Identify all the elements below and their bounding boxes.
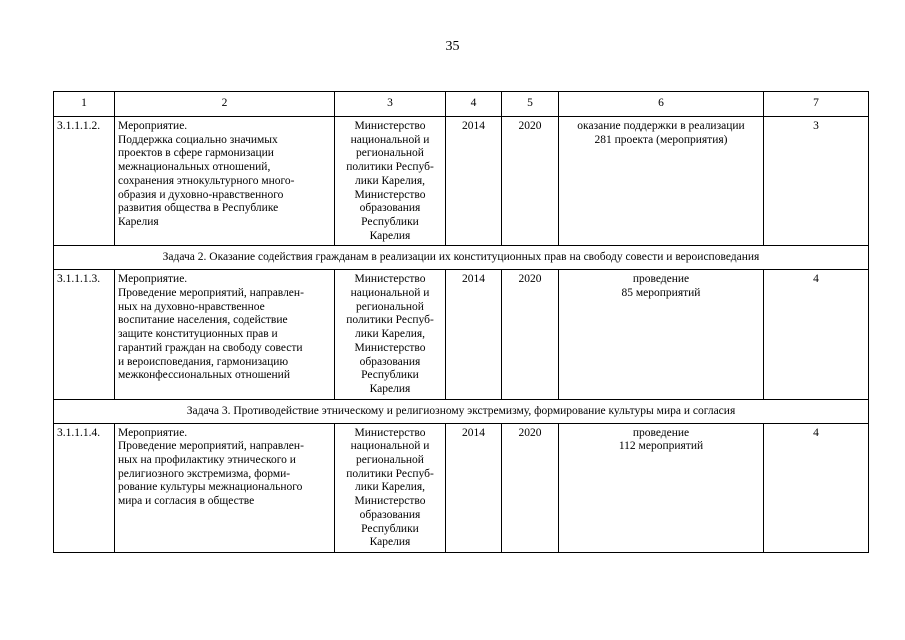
executor-line: Республики — [361, 215, 419, 228]
table-row — [54, 270, 869, 399]
result-line: проведение — [632, 273, 690, 286]
item-col7-value: 4 — [764, 270, 869, 399]
item-end-year: 2020 — [502, 423, 559, 552]
description-line: Мероприятие. — [118, 426, 188, 439]
result-line: 112 мероприятий — [618, 440, 704, 453]
item-col7-value: 4 — [764, 423, 869, 552]
description-line: межконфессиональных отношений — [118, 369, 290, 382]
executor-line: национальной и — [350, 287, 430, 300]
task-row — [54, 399, 869, 423]
header-cell-6: 6 — [559, 92, 764, 117]
executor-line: национальной и — [350, 133, 430, 146]
executor-line: региональной — [356, 300, 424, 313]
description-line: ных на профилактику этнического и — [118, 454, 296, 467]
executor-line: образования — [359, 355, 421, 368]
description-line: мира и согласия в обществе — [118, 495, 255, 508]
executor-line: Карелия — [369, 536, 411, 549]
description-line: гарантий граждан на свободу совести — [118, 341, 303, 354]
item-start-year: 2014 — [446, 117, 502, 246]
executor-line: политики Респуб- — [346, 467, 434, 480]
header-cell-5: 5 — [502, 92, 559, 117]
executor-line: лики Карелия, — [354, 481, 426, 494]
description-line: Проведение мероприятий, направлен- — [118, 440, 304, 453]
item-description — [115, 117, 335, 246]
executor-line: образования — [359, 202, 421, 215]
task-heading: Задача 2. Оказание содействия гражданам в реализации их конституционных прав на свободу совести и вероисповедания — [54, 246, 869, 270]
result-line: 281 проекта (мероприятия) — [594, 133, 728, 146]
header-row — [54, 92, 869, 117]
item-start-year: 2014 — [446, 423, 502, 552]
description-line: проектов в сфере гармонизации — [118, 147, 274, 160]
executor-line: региональной — [356, 147, 424, 160]
item-start-year: 2014 — [446, 270, 502, 399]
executor-line: национальной и — [350, 440, 430, 453]
description-line: Мероприятие. — [118, 273, 188, 286]
item-col7-value: 3 — [764, 117, 869, 246]
description-line: защите конституционных прав и — [118, 328, 278, 341]
header-cell-2: 2 — [115, 92, 335, 117]
task-row — [54, 246, 869, 270]
description-line: религиозного экстремизма, форми- — [118, 467, 291, 480]
description-line: межнациональных отношений, — [118, 161, 271, 174]
description-line: Поддержка социально значимых — [118, 133, 278, 146]
description-line: и вероисповедания, гармонизацию — [118, 355, 289, 368]
header-cell-1: 1 — [54, 92, 115, 117]
description-line: ных на духовно-нравственное — [118, 300, 265, 313]
result-line: оказание поддержки в реализации — [577, 120, 745, 132]
result-line: 85 мероприятий — [621, 287, 701, 300]
executor-line: Карелия — [369, 382, 411, 395]
description-line: рование культуры межнационального — [118, 481, 303, 494]
item-code: 3.1.1.1.2. — [54, 117, 115, 246]
description-line: Мероприятие. — [118, 120, 188, 132]
executor-line: лики Карелия, — [354, 328, 426, 341]
description-line: развития общества в Республике — [118, 202, 279, 215]
item-description — [115, 423, 335, 552]
executor-line: Министерство — [354, 495, 426, 508]
page-number: 35 — [445, 39, 460, 54]
task-heading: Задача 3. Противодействие этническому и религиозному экстремизму, формирование культуры мира и согласия — [54, 399, 869, 423]
table-body — [54, 92, 869, 553]
item-description — [115, 270, 335, 399]
item-end-year: 2020 — [502, 117, 559, 246]
header-cell-3: 3 — [335, 92, 446, 117]
item-executor — [335, 117, 446, 246]
item-executor — [335, 270, 446, 399]
executor-line: Карелия — [369, 229, 411, 242]
description-line: Карелия — [118, 215, 159, 228]
executor-line: региональной — [356, 454, 424, 467]
executor-line: Министерство — [354, 188, 426, 201]
item-result — [559, 117, 764, 246]
program-table — [53, 91, 869, 553]
item-result — [559, 423, 764, 552]
result-line: проведение — [632, 426, 690, 439]
header-cell-7: 7 — [764, 92, 869, 117]
item-code: 3.1.1.1.3. — [54, 270, 115, 399]
item-code: 3.1.1.1.4. — [54, 423, 115, 552]
description-line: воспитание населения, содействие — [118, 314, 288, 327]
executor-line: Республики — [361, 369, 419, 382]
table-row — [54, 423, 869, 552]
description-line: сохранения этнокультурного много- — [118, 174, 295, 187]
executor-line: Министерство — [354, 273, 426, 286]
description-line: образия и духовно-нравственного — [118, 188, 284, 201]
executor-line: политики Респуб- — [346, 161, 434, 174]
executor-line: Министерство — [354, 120, 426, 132]
header-cell-4: 4 — [446, 92, 502, 117]
item-executor — [335, 423, 446, 552]
item-end-year: 2020 — [502, 270, 559, 399]
table-row — [54, 117, 869, 246]
executor-line: Республики — [361, 522, 419, 535]
executor-line: Министерство — [354, 341, 426, 354]
executor-line: политики Респуб- — [346, 314, 434, 327]
executor-line: Министерство — [354, 426, 426, 439]
executor-line: лики Карелия, — [354, 174, 426, 187]
item-result — [559, 270, 764, 399]
description-line: Проведение мероприятий, направлен- — [118, 287, 304, 300]
executor-line: образования — [359, 508, 421, 521]
